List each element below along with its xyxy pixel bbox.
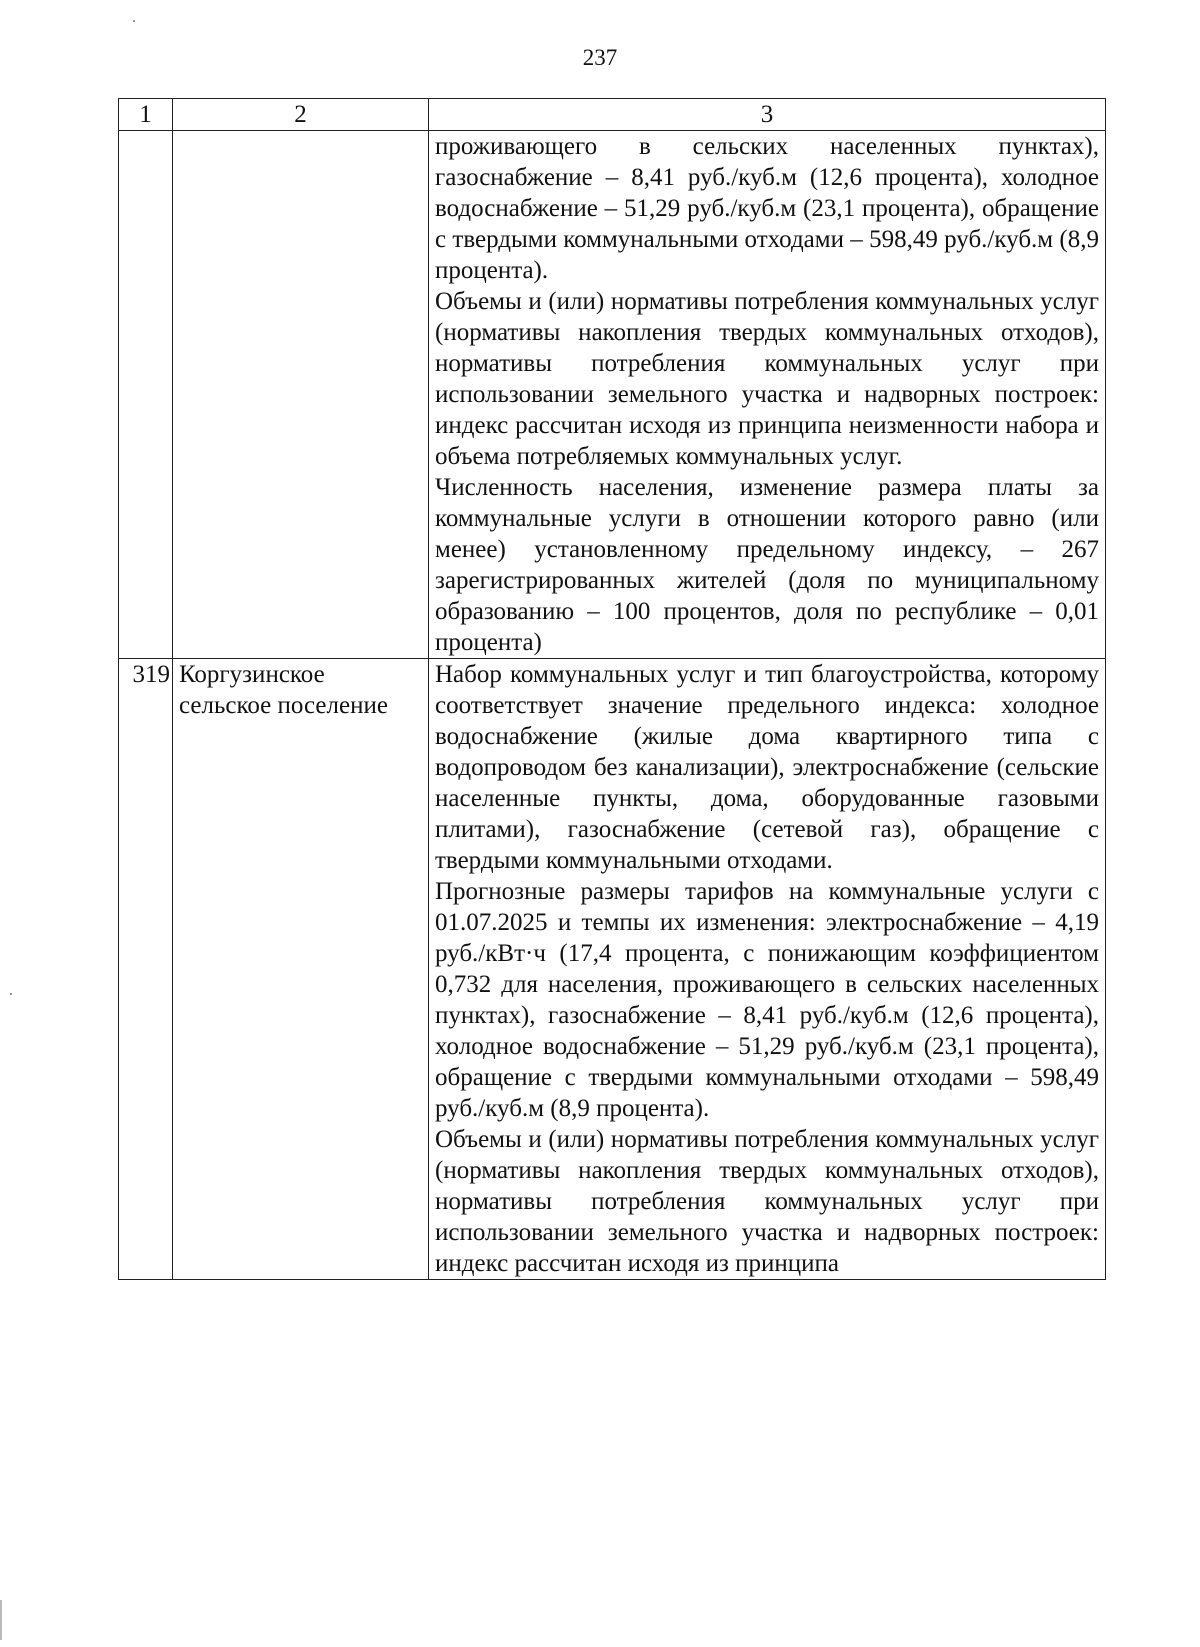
consumption-norms-paragraph: Объемы и (или) нормативы потребления коммунальных услуг (нормативы накопления твердых коммунальных отходов), нормативы потребления коммунальных услуг при использовании земельного участка и надворных построек: индекс рассчитан исходя из принципа <box>435 1126 1099 1277</box>
consumption-norms-paragraph: Объемы и (или) нормативы потребления коммунальных услуг (нормативы накопления твердых коммунальных отходов), нормативы потребления коммунальных услуг при использовании земельного участка и надворных построек: индекс рассчитан исходя из принципа неизменности набора и объема потребляемых коммунальных услуг. <box>435 288 1099 470</box>
settlement-name-line-2: сельское поселение <box>179 692 388 719</box>
table-header-row <box>119 99 1106 131</box>
tariff-paragraph: Прогнозные размеры тарифов на коммунальные услуги с 01.07.2025 и темпы их изменения: электроснабжение – 4,19 руб./кВт·ч (17,4 процента, с понижающим коэффициентом 0,732 для населения, проживающего в сельских населенных пунктах), газоснабжение – 8,41 руб./куб.м (12,6 процента), холодное водоснабжение – 51,29 руб./куб.м (23,1 процента), обращение с твердыми коммунальными отходами – 598,49 руб./куб.м (8,9 процента). <box>435 878 1099 1122</box>
tariff-table <box>118 98 1106 1280</box>
description-cell <box>429 659 1106 1280</box>
description-cell <box>429 131 1106 659</box>
services-set-paragraph: Набор коммунальных услуг и тип благоустройства, которому соответствует значение предельного индекса: холодное водоснабжение (жилые дома квартирного типа с водопроводом без канализации), электроснабжение (сельские населенные пункты, дома, оборудованные газовыми плитами), газоснабжение (сетевой газ), обращение с твердыми коммунальными отходами. <box>435 661 1099 874</box>
settlement-name-line-1: Коргузинское <box>179 661 325 688</box>
header-col-1: 1 <box>119 99 173 131</box>
page-number: 237 <box>582 45 618 70</box>
row-number-cell <box>119 131 173 659</box>
settlement-name-cell <box>173 659 429 1280</box>
tariff-paragraph: проживающего в сельских населенных пунктах), газоснабжение – 8,41 руб./куб.м (12,6 процента), холодное водоснабжение – 51,29 руб./куб.м (23,1 процента), обращение с твердыми коммунальными отходами – 598,49 руб./куб.м (8,9 процента). <box>435 133 1099 284</box>
table-row-continuation <box>119 131 1106 659</box>
settlement-name-cell <box>173 131 429 659</box>
scan-speck <box>10 993 12 995</box>
row-number-cell: 319 <box>119 659 173 1280</box>
table-row-319 <box>119 659 1106 1280</box>
population-paragraph: Численность населения, изменение размера платы за коммунальные услуги в отношении которого равно (или менее) установленному предельному индексу, – 267 зарегистрированных жителей (доля по муниципальному образованию – 100 процентов, доля по республике – 0,01 процента) <box>435 474 1099 656</box>
scan-speck <box>133 20 135 22</box>
header-col-3: 3 <box>429 99 1106 131</box>
header-col-2: 2 <box>173 99 429 131</box>
scan-edge-mark <box>0 1600 2 1640</box>
